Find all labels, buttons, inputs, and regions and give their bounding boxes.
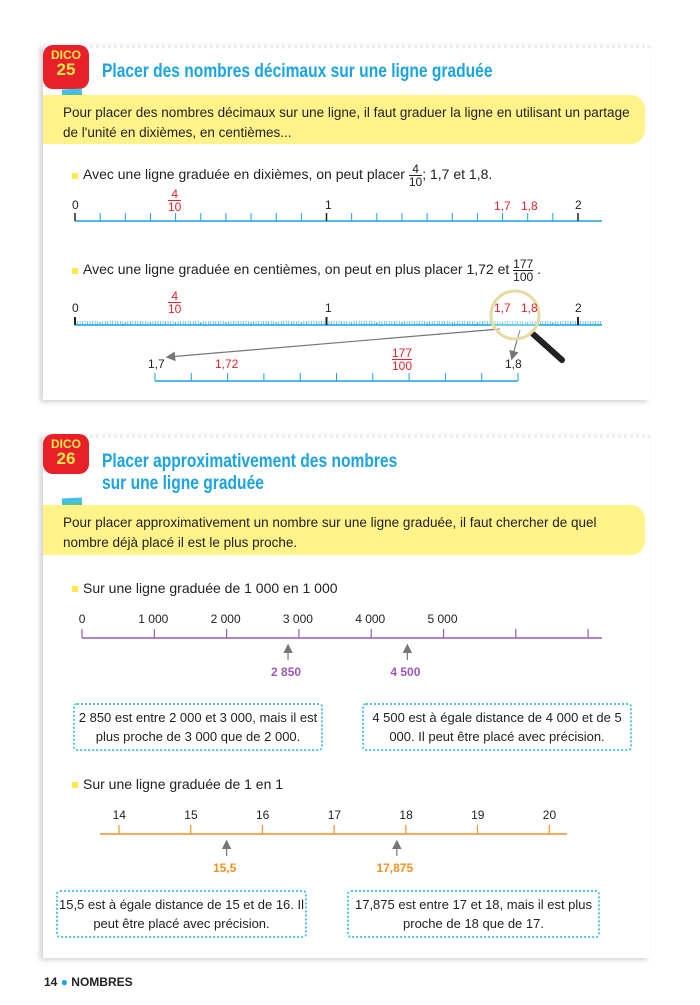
tick-label: 1: [325, 198, 332, 212]
red-fraction: $\frac{4}{10}$: [168, 289, 182, 316]
fraction: $\frac{177}{100}$: [513, 257, 534, 284]
arrow: [168, 329, 500, 357]
explanation-box: 4 500 est à égale distance de 4 000 et de 5 000. Il peut être placé avec précision.: [362, 703, 632, 751]
tick-label: 0: [72, 301, 79, 315]
dico-badge: [43, 434, 89, 474]
tick-label: 0: [78, 612, 86, 626]
bullet-text: Sur une ligne graduée de 1 en 1: [83, 776, 284, 792]
fraction: $\frac{4}{10}$: [408, 162, 423, 189]
zoom-left-label: 1,7: [148, 357, 165, 371]
tick-label: 2: [575, 198, 582, 212]
bullet-thousands: [72, 580, 338, 596]
tick-label: 2: [575, 301, 582, 315]
red-label: 1,7: [494, 199, 511, 213]
bullet-text: Avec une ligne graduée en centièmes, on peut en plus placer 1,72 et: [83, 261, 510, 278]
badge-number: 26: [56, 449, 76, 468]
red-fraction: $\frac{177}{100}$: [392, 346, 413, 373]
explanation-box: 15,5 est à égale distance de 15 et de 16. Il peut être placé avec précision.: [56, 890, 307, 938]
rule-box: Pour placer des nombres décimaux sur une ligne, il faut graduer la ligne en utilisant un partage de l'unité en dixièmes, en centièmes...: [43, 95, 645, 144]
bullet-text-end: .: [537, 261, 541, 278]
section-title-line2: sur une ligne graduée: [102, 473, 264, 494]
explanation-box: 2 850 est entre 2 000 et 3 000, mais il est plus proche de 3 000 que de 2 000.: [73, 703, 323, 751]
tick-label: 1 000: [138, 612, 169, 626]
tick-label: 17: [327, 808, 342, 822]
magnifier-handle: [533, 334, 562, 360]
page-footer: 14 ● NOMBRES: [44, 975, 133, 989]
section-name: NOMBRES: [71, 975, 133, 989]
placed-value-label: 17,875: [376, 861, 414, 875]
badge-label: DICO: [51, 437, 81, 451]
placed-value-label: 15,5: [212, 861, 237, 875]
tick-label: 3 000: [282, 612, 313, 626]
tick-label: 4 000: [355, 612, 386, 626]
tick-label: 16: [256, 808, 270, 822]
tick-label: 15: [184, 808, 198, 822]
badge-label: DICO: [51, 48, 81, 62]
tick-label: 14: [112, 808, 126, 822]
tick-label: 20: [542, 808, 557, 822]
rule-box: Pour placer approximativement un nombre sur une ligne graduée, il faut chercher de quel nombre déjà placé il est le plus proche.: [43, 505, 645, 555]
page-number: 14: [44, 975, 58, 989]
red-fraction: $\frac{4}{10}$: [168, 187, 182, 214]
bullet-text: Avec une ligne graduée en dixièmes, on peut placer: [83, 166, 405, 183]
red-label: 1,72: [215, 357, 239, 371]
magnifier-icon: [491, 291, 539, 339]
tick-label: 2 000: [210, 612, 241, 626]
red-label: 1,8: [521, 199, 538, 213]
red-label: 1,8: [521, 301, 538, 315]
tick-label: 5 000: [427, 612, 458, 626]
tick-label: 0: [72, 198, 79, 212]
tick-label: 1: [325, 301, 332, 315]
tick-label: 18: [399, 808, 413, 822]
bullet-units: [72, 776, 283, 792]
badge-number: 25: [56, 60, 76, 79]
zoom-right-label: 1,8: [505, 357, 522, 371]
tick-label: 19: [471, 808, 485, 822]
bullet-text-end: ; 1,7 et 1,8.: [422, 166, 493, 183]
placed-value-label: 2 850: [271, 665, 302, 679]
red-label: 1,7: [494, 301, 511, 315]
section-title: Placer des nombres décimaux sur une ligne graduée: [102, 61, 493, 82]
explanation-box: 17,875 est entre 17 et 18, mais il est plus proche de 18 que de 17.: [347, 890, 600, 938]
section-title-line1: Placer approximativement des nombres: [102, 451, 398, 472]
placed-value-label: 4 500: [390, 665, 421, 679]
bullet-text: Sur une ligne graduée de 1 000 en 1 000: [83, 580, 338, 596]
